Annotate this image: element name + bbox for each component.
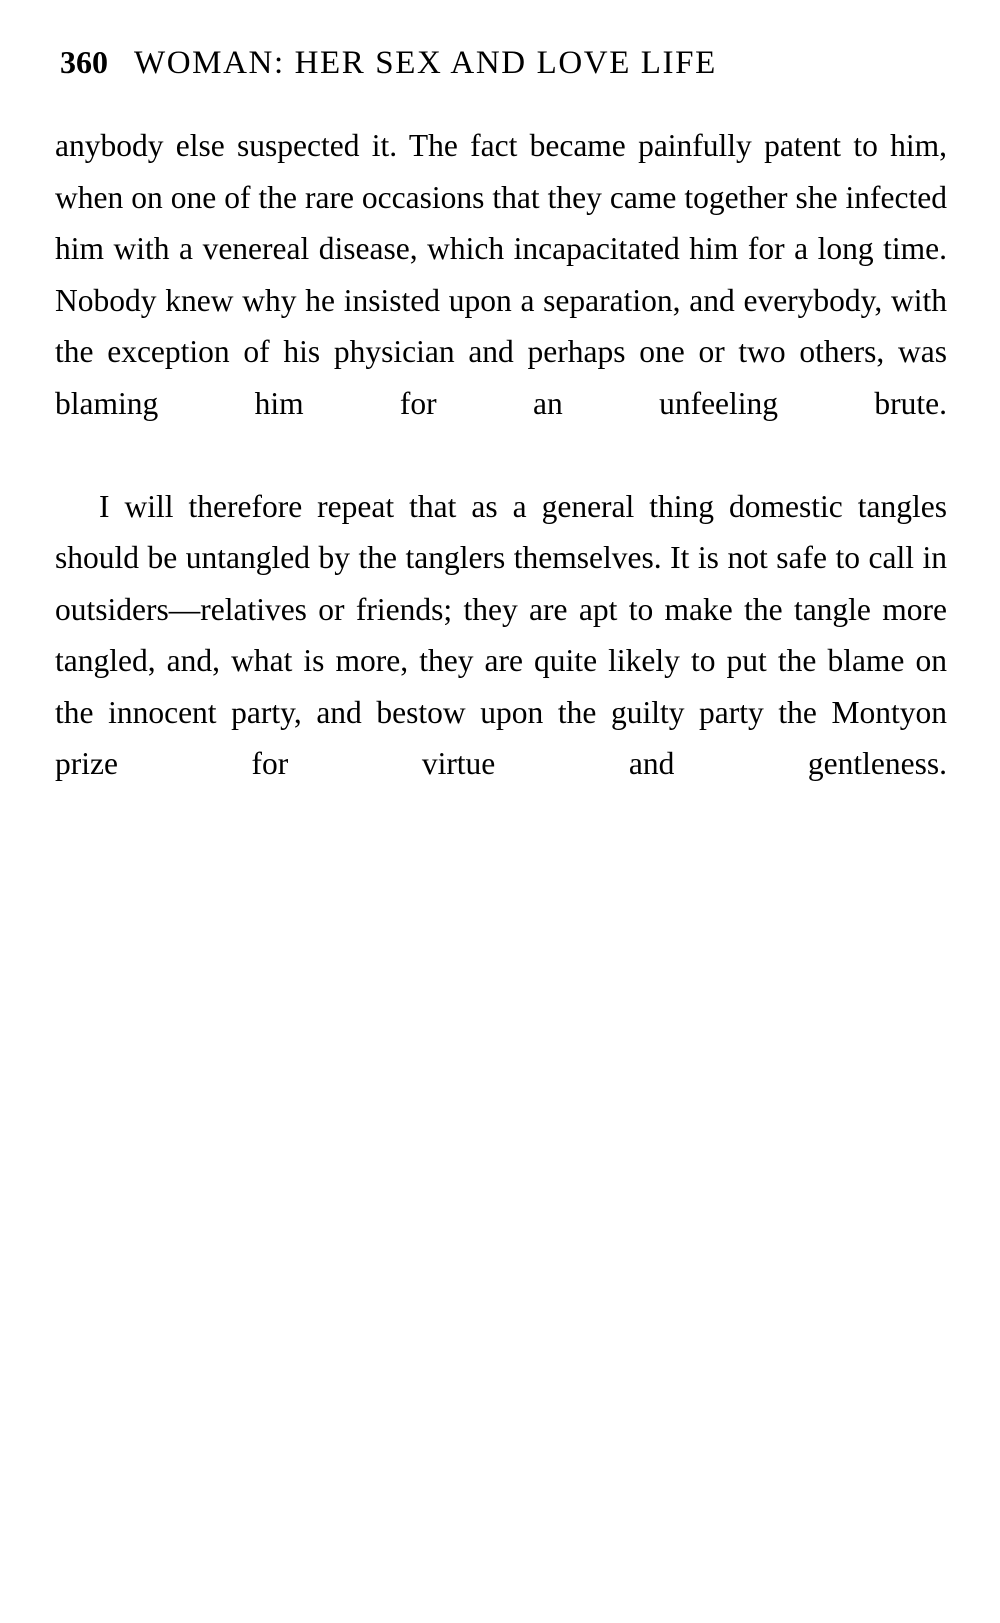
running-title: WOMAN: HER SEX AND LOVE LIFE (134, 45, 717, 81)
running-head (60, 44, 950, 82)
page-number: 360 (60, 44, 108, 80)
body-text (55, 120, 947, 841)
paragraph-1: anybody else suspected it. The fact became painfully patent to him, when on one of the rare occasions that they came together she infected him with a venereal disease, which incapacitated him for a long time. Nobody knew why he insisted upon a separation, and everybody, with the exception of his physician and perhaps one or two others, was blaming him for an unfeeling brute. (55, 128, 947, 421)
paragraph-2: I will therefore repeat that as a general thing domestic tangles should be untangled by the tanglers themselves. It is not safe to call in outsiders—relatives or friends; they are apt to make the tangle more tangled, and, what is more, they are quite likely to put the blame on the innocent party, and bestow upon the guilty party the Montyon prize for virtue and gentleness. (55, 488, 947, 781)
